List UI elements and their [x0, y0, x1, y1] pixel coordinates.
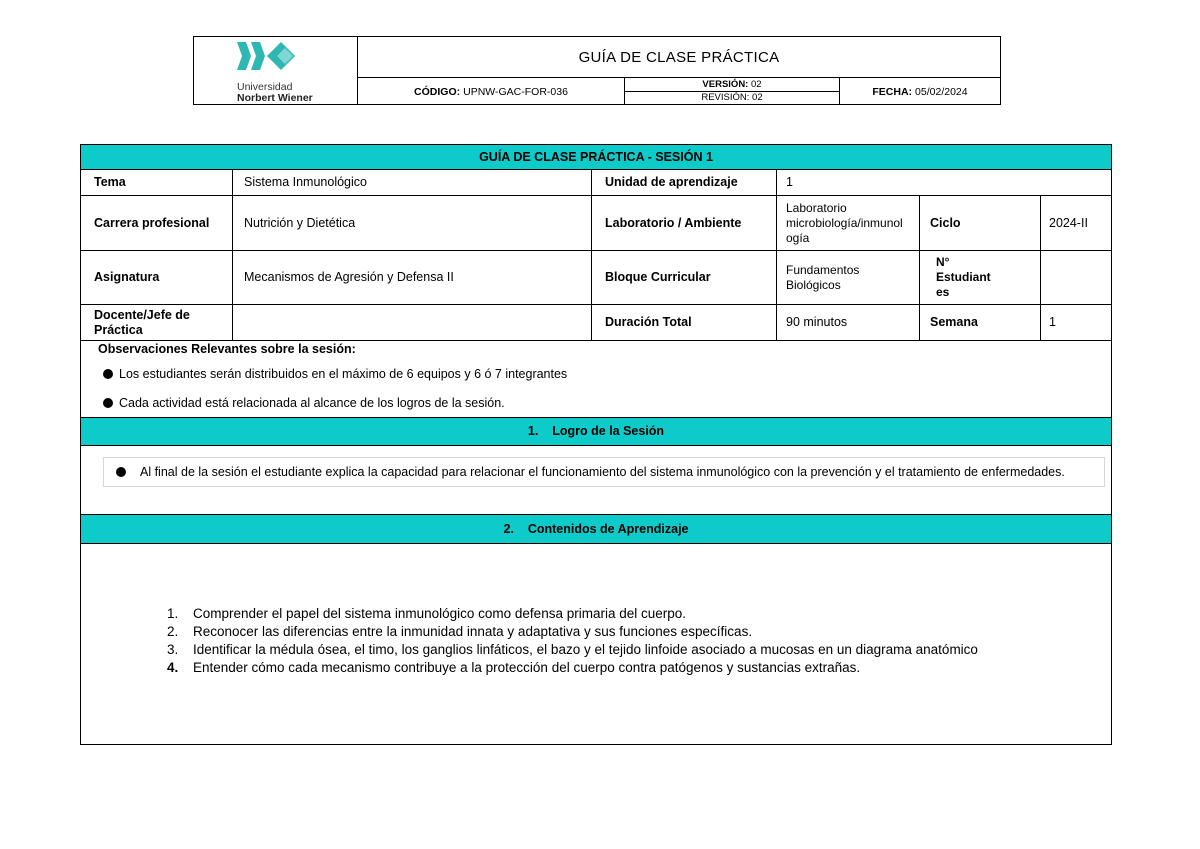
carrera-value: Nutrición y Dietética: [244, 215, 356, 230]
duracion-label: Duración Total: [605, 315, 692, 329]
version-label: VERSIÓN:: [702, 79, 749, 90]
tema-value: Sistema Inmunológico: [244, 175, 367, 189]
laboratorio-value-line: ogía: [786, 230, 810, 245]
logo-name-text: Norbert Wiener: [237, 92, 313, 104]
list-item: [167, 623, 978, 641]
table-rule: [80, 744, 1112, 745]
revision-cell: [625, 92, 839, 104]
asignatura-label: Asignatura: [94, 270, 160, 284]
list-item-text: Entender cómo cada mecanismo contribuye a la protección del cuerpo contra patógenos y sustancias extrañas.: [193, 660, 861, 675]
estudiantes-label-line: Estudiant: [936, 270, 991, 284]
laboratorio-value-line: microbiología/inmunol: [786, 215, 903, 230]
table-rule: [1111, 144, 1112, 745]
list-item-number: 2.: [167, 624, 179, 639]
bullet-icon: [116, 467, 126, 477]
logro-title: Logro de la Sesión: [552, 424, 665, 438]
docente-label-line: Práctica: [94, 322, 143, 337]
session-title: GUÍA DE CLASE PRÁCTICA - SESIÓN 1: [80, 144, 1112, 169]
semana-label: Semana: [930, 315, 978, 329]
list-item-text: Reconocer las diferencias entre la inmunidad innata y adaptativa y sus funciones específicas.: [193, 624, 753, 639]
bullet-icon: [103, 398, 113, 408]
docente-value: [233, 305, 591, 340]
table-rule: [80, 543, 1112, 544]
logro-item: [103, 457, 1105, 487]
list-item: [167, 605, 978, 623]
contenidos-title: Contenidos de Aprendizaje: [527, 521, 689, 536]
table-rule: [80, 417, 1112, 418]
laboratorio-value: [777, 196, 919, 250]
table-rule: [80, 144, 1112, 145]
table-rule: [80, 445, 1112, 446]
table-rule: [80, 514, 1112, 515]
list-item: [167, 659, 978, 677]
tema-label: Tema: [94, 175, 126, 189]
codigo-label: CÓDIGO:: [414, 85, 461, 98]
observacion-text: Los estudiantes serán distribuidos en el máximo de 6 equipos y 6 ó 7 integrantes: [119, 367, 568, 381]
laboratorio-label: Laboratorio / Ambiente: [605, 215, 742, 230]
version-value: 02: [751, 79, 762, 90]
fecha-value: 05/02/2024: [915, 85, 968, 98]
observacion-text: Cada actividad está relacionada al alcance de los logros de la sesión.: [119, 396, 505, 410]
revision-value: 02: [752, 92, 763, 103]
ciclo-value: 2024-II: [1049, 215, 1088, 230]
fecha-cell: [840, 78, 1000, 105]
estudiantes-label: [920, 251, 1040, 304]
observaciones-title: Observaciones Relevantes sobre la sesión:: [98, 342, 356, 356]
contenidos-list: [167, 605, 978, 677]
list-item-text: Identificar la médula ósea, el timo, los ganglios linfáticos, el bazo y el tejido linfoide asociado a mucosas en un diagrama anatómico: [193, 642, 978, 657]
bloque-label: Bloque Curricular: [605, 270, 711, 284]
unidad-value: 1: [786, 175, 793, 189]
carrera-label: Carrera profesional: [94, 215, 210, 230]
estudiantes-label-line: N°: [936, 255, 950, 269]
list-item-number: 4.: [167, 660, 179, 675]
observacion-item: [103, 395, 505, 411]
contenidos-number: 2.: [503, 521, 514, 536]
bloque-value: [777, 251, 919, 304]
bloque-value-line: Fundamentos: [786, 262, 860, 277]
laboratorio-value-line: Laboratorio: [786, 200, 847, 215]
codigo-cell: [358, 78, 624, 105]
logro-number: 1.: [527, 424, 539, 438]
docente-label: [81, 305, 232, 340]
university-logo-icon: [237, 42, 299, 70]
fecha-label: FECHA:: [872, 85, 913, 98]
list-item-number: 3.: [167, 642, 179, 657]
codigo-value: UPNW-GAC-FOR-036: [463, 85, 568, 98]
contenidos-header: [80, 514, 1112, 543]
duracion-value: 90 minutos: [786, 315, 848, 329]
asignatura-value: Mecanismos de Agresión y Defensa II: [244, 270, 454, 284]
list-item: [167, 641, 978, 659]
list-item-number: 1.: [167, 606, 179, 621]
observacion-item: [103, 366, 567, 382]
semana-value: 1: [1049, 315, 1056, 329]
revision-label: REVISIÓN:: [701, 92, 750, 103]
bullet-icon: [103, 369, 113, 379]
bloque-value-line: Biológicos: [786, 277, 841, 292]
unidad-label: Unidad de aprendizaje: [605, 175, 738, 189]
document-title: GUÍA DE CLASE PRÁCTICA: [578, 48, 780, 66]
estudiantes-label-line: es: [936, 285, 950, 299]
list-item-text: Comprender el papel del sistema inmunológico como defensa primaria del cuerpo.: [193, 606, 687, 621]
logro-text: Al final de la sesión el estudiante explica la capacidad para relacionar el funcionamiento del sistema inmunológico con la prevención y el tratamiento de enfermedades.: [140, 465, 1065, 479]
logro-header: [80, 417, 1112, 445]
ciclo-label: Ciclo: [930, 215, 961, 230]
estudiantes-value: [1041, 251, 1111, 304]
version-cell: [625, 79, 839, 91]
docente-label-line: Docente/Jefe de: [94, 307, 190, 322]
logo-university-text: Universidad: [237, 81, 293, 93]
